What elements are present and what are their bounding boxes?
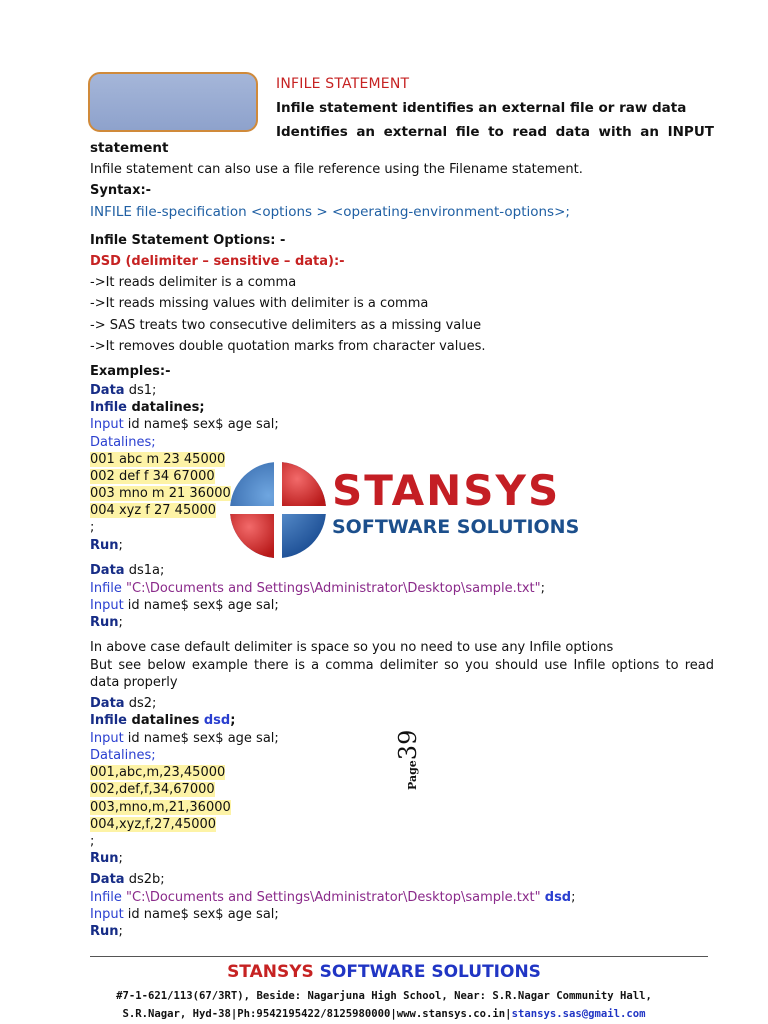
code-line: Input id name$ sex$ age sal;	[90, 731, 279, 746]
intro-line-2-cont: statement	[90, 140, 169, 156]
stansys-logo	[226, 456, 586, 568]
intro-line-2: Identifies an external file to read data with an INPUT	[276, 124, 714, 140]
dsd-title: DSD (delimiter – sensitive – data):-	[90, 254, 345, 269]
page-number-value: 39	[394, 729, 422, 761]
code-line: Data ds1a;	[90, 563, 165, 578]
note-paragraph: But see below example there is a comma delimiter so you should use Infile options to read data properly	[90, 658, 714, 690]
data-row: 002,def,f,34,67000	[90, 782, 215, 797]
code-line: ;	[90, 834, 95, 849]
code-line: ;	[90, 520, 95, 535]
page-title: INFILE STATEMENT	[276, 76, 410, 92]
bullet-item: -> SAS treats two consecutive delimiters as a missing value	[90, 318, 482, 333]
footer-address-line-2: S.R.Nagar, Hyd-38|Ph:9542195422/8125980000|www.stansys.co.in|stansys.sas@gmail.com	[122, 1008, 646, 1020]
code-line: Run;	[90, 615, 123, 630]
data-row: 001,abc,m,23,45000	[90, 765, 226, 780]
note-paragraph: In above case default delimiter is space so you no need to use any Infile options	[90, 640, 614, 655]
bullet-item: ->It reads delimiter is a comma	[90, 275, 297, 290]
globe-icon	[226, 458, 330, 562]
intro-line-1: Infile statement identifies an external file or raw data	[276, 100, 687, 116]
page-label: Page	[406, 760, 419, 790]
page-number	[394, 726, 428, 790]
bullet-item: ->It reads missing values with delimiter is a comma	[90, 296, 429, 311]
footer-email: stansys.sas@gmail.com	[511, 1008, 646, 1020]
data-row: 004 xyz f 27 45000	[90, 503, 217, 518]
data-row: 002 def f 34 67000	[90, 469, 215, 484]
code-line: Infile "C:\Documents and Settings\Administrator\Desktop\sample.txt";	[90, 581, 546, 596]
data-row: 003,mno,m,21,36000	[90, 800, 231, 815]
code-line: Infile datalines;	[90, 400, 205, 415]
bullet-item: ->It removes double quotation marks from character values.	[90, 339, 486, 354]
footer-address-line-1: #7-1-621/113(67/3RT), Beside: Nagarjuna High School, Near: S.R.Nagar Community Hall,	[116, 990, 652, 1002]
code-line: Input id name$ sex$ age sal;	[90, 598, 279, 613]
data-row: 004,xyz,f,27,45000	[90, 817, 217, 832]
examples-label: Examples:-	[90, 364, 171, 379]
code-line: Run;	[90, 538, 123, 553]
syntax-label: Syntax:-	[90, 183, 152, 198]
logo-subtitle: SOFTWARE SOLUTIONS	[332, 516, 580, 538]
code-line: Datalines;	[90, 748, 156, 763]
code-line: Infile "C:\Documents and Settings\Administrator\Desktop\sample.txt" dsd;	[90, 890, 576, 905]
data-row: 003 mno m 21 36000	[90, 486, 231, 501]
logo-name: STANSYS	[332, 466, 561, 515]
code-line: Input id name$ sex$ age sal;	[90, 907, 279, 922]
code-line: Data ds2;	[90, 696, 157, 711]
data-row: 001 abc m 23 45000	[90, 452, 226, 467]
code-line: Run;	[90, 924, 123, 939]
code-line: Datalines;	[90, 435, 156, 450]
filename-note: Infile statement can also use a file reference using the Filename statement.	[90, 162, 583, 177]
code-line: Infile datalines dsd;	[90, 713, 236, 728]
code-line: Data ds1;	[90, 383, 157, 398]
syntax-text: INFILE file-specification <options > <operating-environment-options>;	[90, 204, 570, 220]
code-line: Run;	[90, 851, 123, 866]
options-heading: Infile Statement Options: -	[90, 233, 286, 248]
code-line: Data ds2b;	[90, 872, 165, 887]
code-line: Input id name$ sex$ age sal;	[90, 417, 279, 432]
header-badge	[88, 72, 258, 132]
footer-company: STANSYS SOFTWARE SOLUTIONS	[227, 962, 541, 982]
footer-divider	[90, 956, 708, 957]
